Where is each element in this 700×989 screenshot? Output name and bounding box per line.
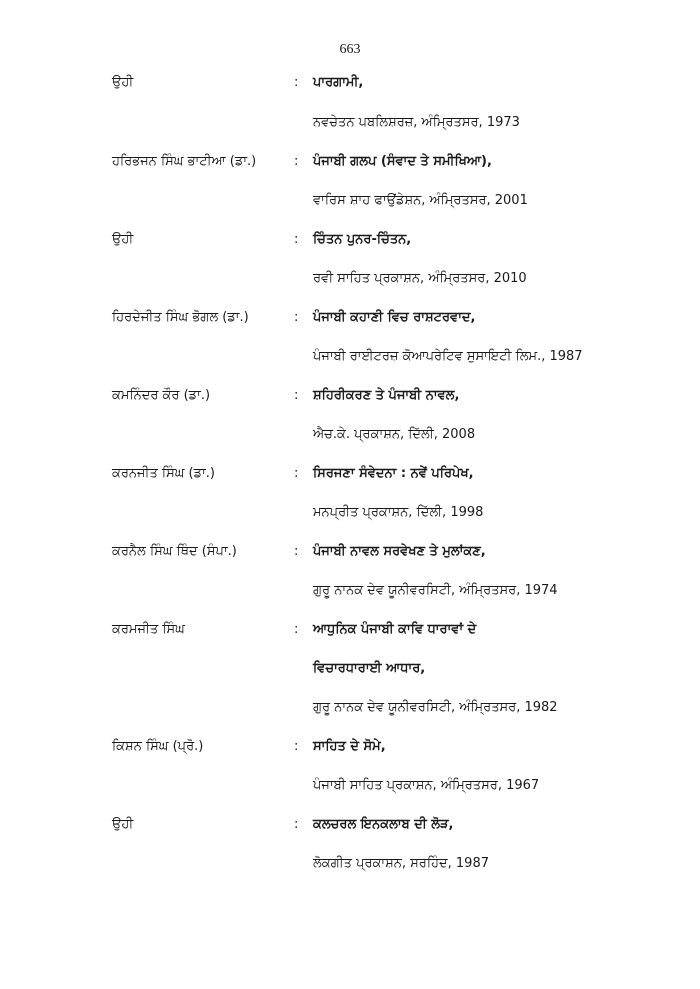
- bibliography-entry-author-line: [0, 384, 700, 408]
- bibliography-entry-author-line: [0, 228, 700, 252]
- bibliography-entry-author-line: [0, 462, 700, 486]
- entry-author: ਕਰਨੈਲ ਸਿੰਘ ਥਿੰਦ (ਸੰਪਾ.): [112, 544, 237, 559]
- entry-title: ਪੰਜਾਬੀ ਨਾਵਲ ਸਰਵੇਖਣ ਤੇ ਮੁਲਾਂਕਣ,: [313, 544, 486, 559]
- bibliography-entry-publisher-line: [0, 111, 700, 135]
- bibliography-entry-publisher-line: [0, 189, 700, 213]
- entry-publisher: ਨਵਚੇਤਨ ਪਬਲਿਸ਼ਰਜ਼, ਅੰਮ੍ਰਿਤਸਰ, 1973: [313, 115, 520, 130]
- entry-publisher: ਮਨਪ੍ਰੀਤ ਪ੍ਰਕਾਸ਼ਨ, ਦਿੱਲੀ, 1998: [313, 505, 484, 520]
- bibliography-entry-publisher-line: [0, 696, 700, 720]
- entry-separator: :: [294, 544, 299, 559]
- entry-title: ਪੰਜਾਬੀ ਗਲਪ (ਸੰਵਾਦ ਤੇ ਸਮੀਖਿਆ),: [313, 154, 492, 169]
- entry-publisher: ਲੋਕਗੀਤ ਪ੍ਰਕਾਸ਼ਨ, ਸਰਹਿੰਦ, 1987: [313, 856, 489, 871]
- entry-publisher: ਪੰਜਾਬੀ ਸਾਹਿਤ ਪ੍ਰਕਾਸ਼ਨ, ਅੰਮ੍ਰਿਤਸਰ, 1967: [313, 778, 540, 793]
- bibliography-entry-author-line: [0, 813, 700, 837]
- entry-title: ਸਾਹਿਤ ਦੇ ਸੋਮੇ,: [313, 739, 386, 754]
- entry-publisher: ਗੁਰੂ ਨਾਨਕ ਦੇਵ ਯੂਨੀਵਰਸਿਟੀ, ਅੰਮ੍ਰਿਤਸਰ, 1982: [313, 700, 558, 715]
- entry-publisher: ਗੁਰੂ ਨਾਨਕ ਦੇਵ ਯੂਨੀਵਰਸਿਟੀ, ਅੰਮ੍ਰਿਤਸਰ, 1974: [313, 583, 558, 598]
- entry-separator: :: [294, 817, 299, 832]
- entry-separator: :: [294, 739, 299, 754]
- entry-title-continued: ਵਿਚਾਰਧਾਰਾਈ ਆਧਾਰ,: [313, 661, 426, 676]
- bibliography-entry-publisher-line: [0, 501, 700, 525]
- entry-separator: :: [294, 75, 299, 90]
- entry-author: ਕਮਨਿੰਦਰ ਕੌਰ (ਡਾ.): [112, 388, 211, 403]
- entry-separator: :: [294, 388, 299, 403]
- entry-author: ਕਰਨਜੀਤ ਸਿੰਘ (ਡਾ.): [112, 466, 215, 481]
- entry-separator: :: [294, 466, 299, 481]
- bibliography-entry-publisher-line: [0, 774, 700, 798]
- bibliography-entry-author-line: [0, 540, 700, 564]
- entry-title: ਸਿਰਜਣਾ ਸੰਵੇਦਨਾ : ਨਵੇਂ ਪਰਿਪੇਖ,: [313, 466, 474, 481]
- entry-author: ਉਹੀ: [112, 75, 134, 90]
- entry-author: ਹਰਿਭਜਨ ਸਿੰਘ ਭਾਟੀਆ (ਡਾ.): [112, 154, 257, 169]
- entry-title: ਪਾਰਗਾਮੀ,: [313, 75, 364, 90]
- entry-title: ਆਧੁਨਿਕ ਪੰਜਾਬੀ ਕਾਵਿ ਧਾਰਾਵਾਂ ਦੇ: [313, 622, 477, 637]
- bibliography-entry-author-line: [0, 306, 700, 330]
- entry-separator: :: [294, 622, 299, 637]
- bibliography-entry-author-line: [0, 150, 700, 174]
- entry-publisher: ਵਾਰਿਸ ਸ਼ਾਹ ਫਾਉਂਡੇਸ਼ਨ, ਅੰਮ੍ਰਿਤਸਰ, 2001: [313, 193, 528, 208]
- entry-separator: :: [294, 232, 299, 247]
- entry-publisher: ਰਵੀ ਸਾਹਿਤ ਪ੍ਰਕਾਸ਼ਨ, ਅੰਮ੍ਰਿਤਸਰ, 2010: [313, 271, 527, 286]
- entry-author: ਹਿਰਦੇਜੀਤ ਸਿੰਘ ਭੋਗਲ (ਡਾ.): [112, 310, 249, 325]
- entry-separator: :: [294, 154, 299, 169]
- entry-separator: :: [294, 310, 299, 325]
- bibliography-entry-publisher-line: [0, 423, 700, 447]
- entry-author: ਕਿਸ਼ਨ ਸਿੰਘ (ਪ੍ਰੋ.): [112, 739, 204, 754]
- bibliography-entry-publisher-line: [0, 852, 700, 876]
- page-number: 663: [339, 42, 361, 57]
- bibliography-entry-author-line: [0, 618, 700, 642]
- bibliography-entry-publisher-line: [0, 345, 700, 369]
- bibliography-entry-publisher-line: [0, 579, 700, 603]
- entry-title: ਪੰਜਾਬੀ ਕਹਾਣੀ ਵਿਚ ਰਾਸ਼ਟਰਵਾਦ,: [313, 310, 476, 325]
- entry-publisher: ਪੰਜਾਬੀ ਰਾਈਟਰਜ਼ ਕੋਆਪਰੇਟਿਵ ਸੁਸਾਇਟੀ ਲਿਮ., 1987: [313, 349, 583, 364]
- entry-author: ਉਹੀ: [112, 232, 134, 247]
- entry-publisher: ਐਚ.ਕੇ. ਪ੍ਰਕਾਸ਼ਨ, ਦਿੱਲੀ, 2008: [313, 427, 476, 442]
- entry-title: ਚਿੰਤਨ ਪੁਨਰ-ਚਿੰਤਨ,: [313, 232, 412, 247]
- entry-title: ਸ਼ਹਿਰੀਕਰਣ ਤੇ ਪੰਜਾਬੀ ਨਾਵਲ,: [313, 388, 460, 403]
- entry-title: ਕਲਚਰਲ ਇਨਕਲਾਬ ਦੀ ਲੋੜ,: [313, 817, 454, 832]
- bibliography-entry-author-line: [0, 735, 700, 759]
- bibliography-entry-title-continuation: [0, 657, 700, 681]
- bibliography-entry-author-line: [0, 71, 700, 95]
- entry-author: ਕਰਮਜੀਤ ਸਿੰਘ: [112, 622, 185, 637]
- bibliography-entry-publisher-line: [0, 267, 700, 291]
- entry-author: ਉਹੀ: [112, 817, 134, 832]
